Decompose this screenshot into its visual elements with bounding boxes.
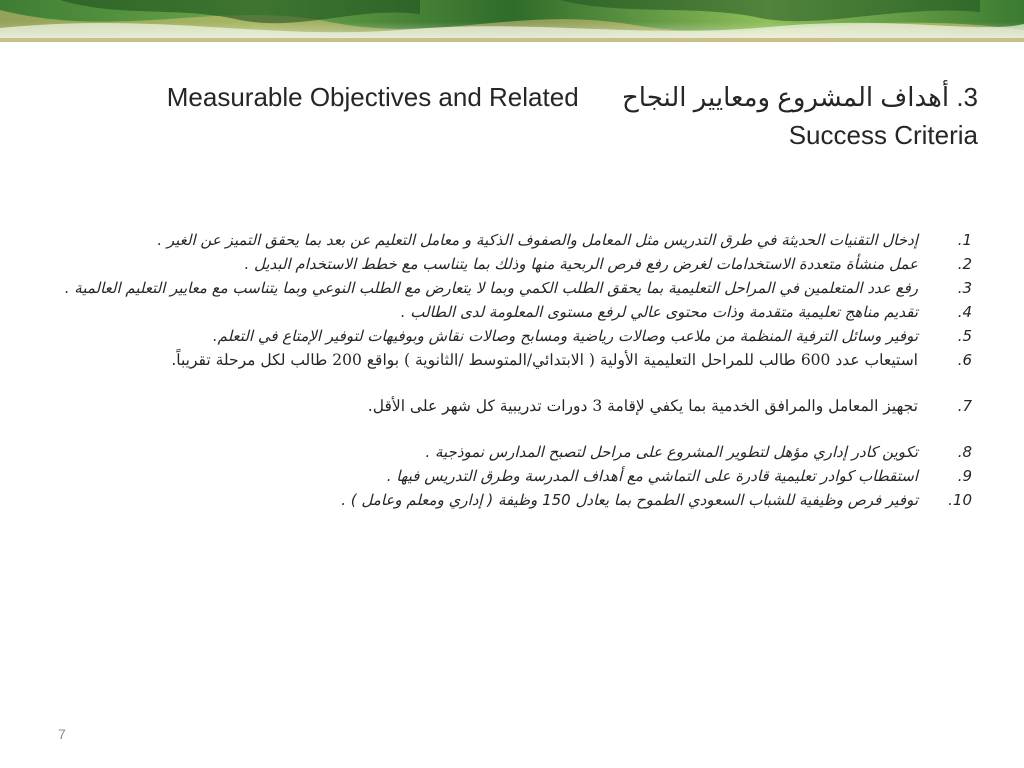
item-number: .5 xyxy=(957,327,972,345)
item-text: توفير فرص وظيفية للشباب السعودي الطموح بما يعادل 150 وظيفة ( إداري ومعلم وعامل ) . xyxy=(341,491,918,509)
slide-title xyxy=(90,78,978,154)
item-number: .9 xyxy=(957,467,972,485)
item-text: تكوين كادر إداري مؤهل لتطوير المشروع على مراحل لتصبح المدارس نموذجية . xyxy=(425,443,918,461)
item-number: .1 xyxy=(957,231,972,249)
title-english: Measurable Objectives and Related Success Criteria xyxy=(166,82,978,150)
item-text: توفير وسائل الترفية المنظمة من ملاعب وصالات رياضية ومسابح وصالات نقاش وبوفيهات لتوفير الإمتاع في التعلم. xyxy=(212,327,918,345)
title-number: .3 xyxy=(956,82,978,112)
objectives-list xyxy=(60,228,972,512)
item-number: .6 xyxy=(957,351,972,369)
item-text: تقديم مناهج تعليمية متقدمة وذات محتوى عالي لرفع مستوى المعلومة لدى الطالب . xyxy=(400,303,918,321)
item-number: .2 xyxy=(957,255,972,273)
list-item xyxy=(60,348,972,372)
item-text: استيعاب عدد 600 طالب للمراحل التعليمية الأولية ( الابتدائي/المتوسط /الثانوية ) بواقع 200 طالب لكل مرحلة تقريباً. xyxy=(171,351,918,369)
list-item xyxy=(60,228,972,252)
item-number: .3 xyxy=(957,279,972,297)
banner-graphic xyxy=(0,0,1024,42)
item-text: عمل منشأة متعددة الاستخدامات لغرض رفع فرص الربحية منها وذلك بما يتناسب مع خطط الاستخدام البديل . xyxy=(244,255,918,273)
item-number: .4 xyxy=(957,303,972,321)
list-item xyxy=(60,276,972,300)
item-text: استقطاب كوادر تعليمية قادرة على التماشي مع أهداف المدرسة وطرق التدريس فيها . xyxy=(386,467,918,485)
list-item xyxy=(60,300,972,324)
header-banner xyxy=(0,0,1024,42)
item-text: إدخال التقنيات الحديثة في طرق التدريس مثل المعامل والصفوف الذكية و معامل التعليم عن بعد بما يحقق التميز عن الغير . xyxy=(157,231,918,249)
item-number: .10 xyxy=(948,491,972,509)
item-text: تجهيز المعامل والمرافق الخدمية بما يكفي لإقامة 3 دورات تدريبية كل شهر على الأقل. xyxy=(367,397,918,415)
list-item xyxy=(60,324,972,348)
list-item xyxy=(60,252,972,276)
item-number: .7 xyxy=(957,397,972,415)
item-number: .8 xyxy=(957,443,972,461)
item-text: رفع عدد المتعلمين في المراحل التعليمية بما يحقق الطلب الكمي وبما لا يتعارض مع الطلب النوعي وبما يتناسب مع معايير التعليم العالمية . xyxy=(64,279,918,297)
title-arabic: أهداف المشروع ومعايير النجاح xyxy=(622,82,950,112)
list-item xyxy=(60,464,972,488)
list-item xyxy=(60,488,972,512)
page-number: 7 xyxy=(58,726,66,742)
list-item xyxy=(60,394,972,418)
list-item xyxy=(60,440,972,464)
